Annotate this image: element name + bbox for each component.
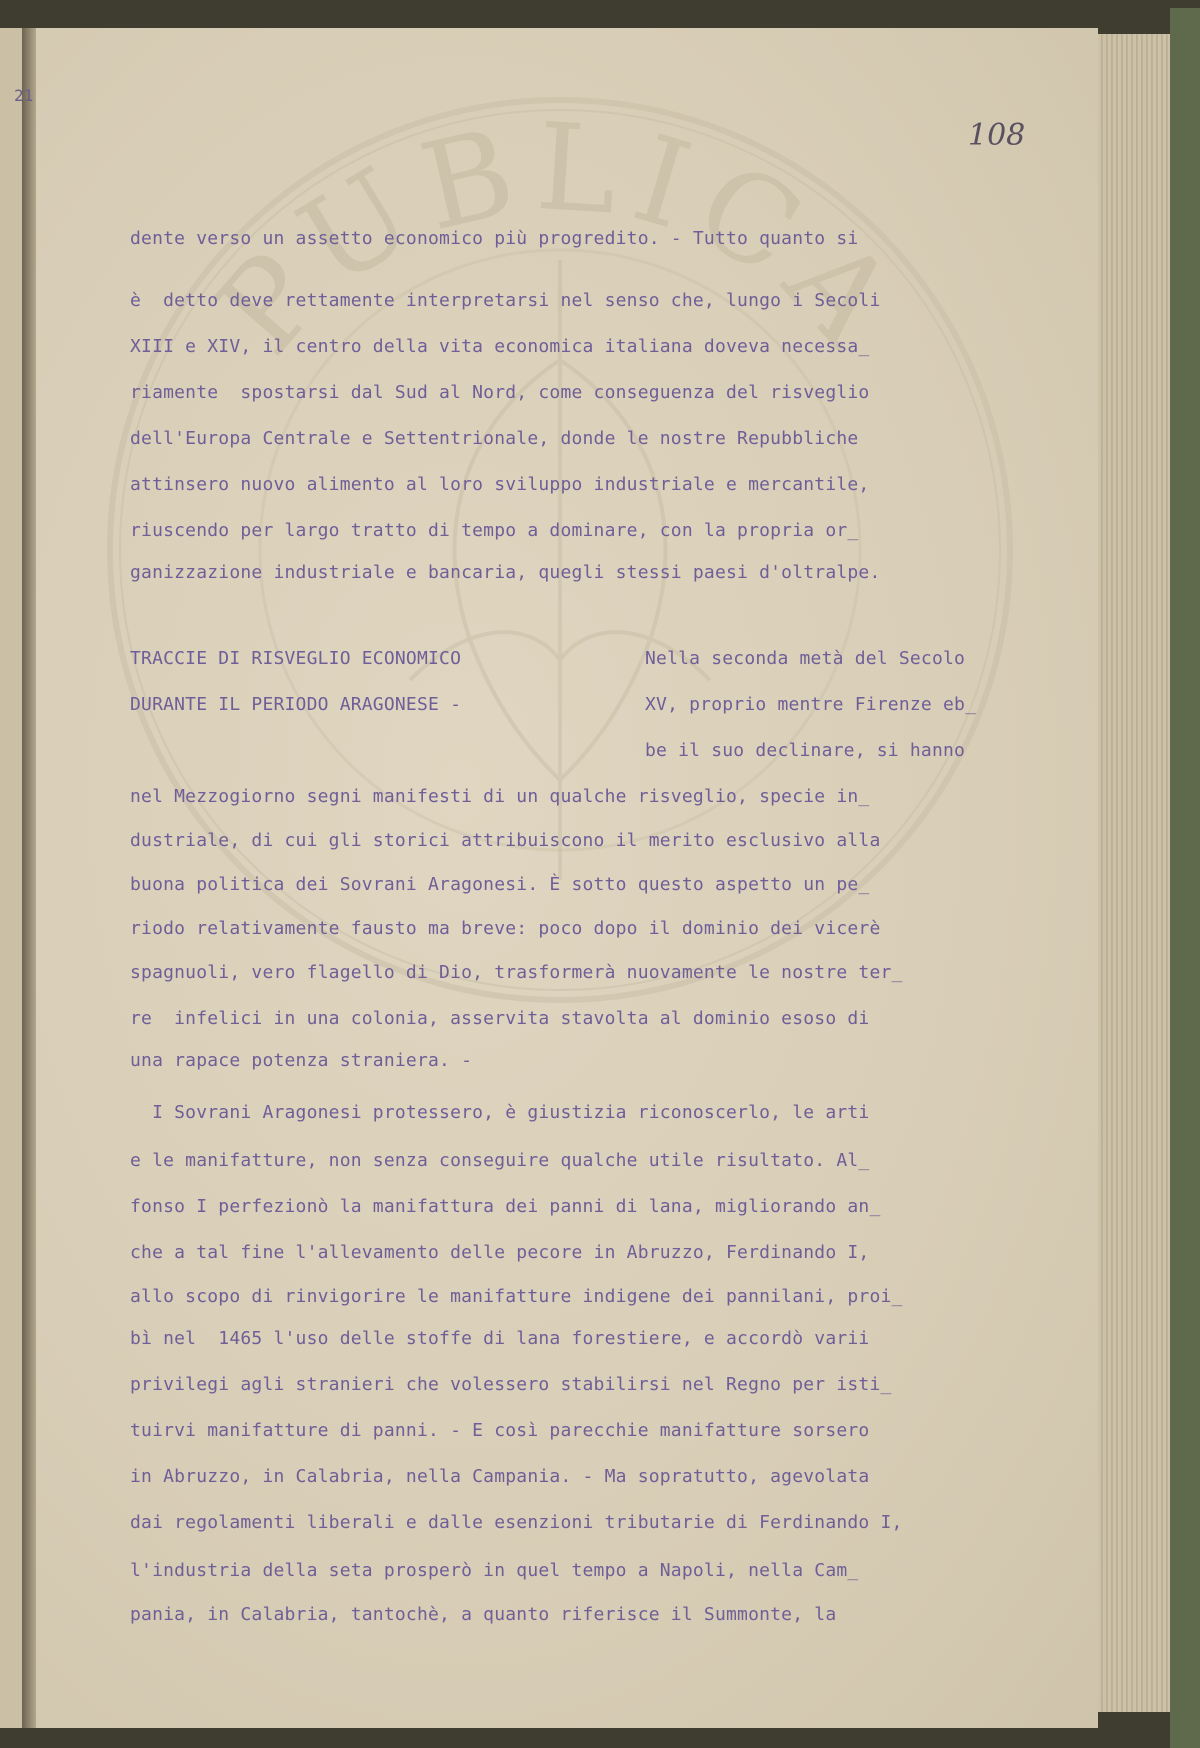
folio-number: 108 xyxy=(968,118,1026,153)
text-line: allo scopo di rinvigorire le manifatture indigene dei pannilani, proi_ xyxy=(130,1286,903,1307)
text-line: fonso I perfezionò la manifattura dei panni di lana, migliorando an_ xyxy=(130,1196,881,1217)
text-line: riamente spostarsi dal Sud al Nord, come conseguenza del risveglio xyxy=(130,382,870,403)
text-line: dell'Europa Centrale e Settentrionale, donde le nostre Repubbliche xyxy=(130,428,859,449)
text-line: XIII e XIV, il centro della vita economica italiana doveva necessa_ xyxy=(130,336,870,357)
text-line: una rapace potenza straniera. - xyxy=(130,1050,473,1071)
text-line: I Sovrani Aragonesi protessero, è giustizia riconoscerlo, le arti xyxy=(130,1102,870,1123)
left-page-number: 21 xyxy=(14,86,34,105)
text-line: privilegi agli stranieri che volessero stabilirsi nel Regno per isti_ xyxy=(130,1374,892,1395)
text-line: pania, in Calabria, tantochè, a quanto riferisce il Summonte, la xyxy=(130,1604,837,1625)
text-line: dente verso un assetto economico più progredito. - Tutto quanto si xyxy=(130,228,859,249)
text-line: nel Mezzogiorno segni manifesti di un qualche risveglio, specie in_ xyxy=(130,786,870,807)
section-heading-line: TRACCIE DI RISVEGLIO ECONOMICO xyxy=(130,648,462,669)
text-line: ganizzazione industriale e bancaria, quegli stessi paesi d'oltralpe. xyxy=(130,562,881,583)
book-cover xyxy=(1170,8,1200,1748)
text-line: riodo relativamente fausto ma breve: poco dopo il dominio dei vicerè xyxy=(130,918,881,939)
seal-text: PUBLICA xyxy=(190,97,929,381)
text-line: dai regolamenti liberali e dalle esenzioni tributarie di Ferdinando I, xyxy=(130,1512,903,1533)
section-heading-line: DURANTE IL PERIODO ARAGONESE - xyxy=(130,694,462,715)
text-line: tuirvi manifatture di panni. - E così parecchie manifatture sorsero xyxy=(130,1420,870,1441)
page-stack-edges xyxy=(1098,34,1170,1712)
text-line: e le manifatture, non senza conseguire qualche utile risultato. Al_ xyxy=(130,1150,870,1171)
text-line: in Abruzzo, in Calabria, nella Campania. - Ma sopratutto, agevolata xyxy=(130,1466,870,1487)
section-intro-line: be il suo declinare, si hanno xyxy=(645,740,966,761)
section-intro-line: Nella seconda metà del Secolo xyxy=(645,648,966,669)
text-line: bì nel 1465 l'uso delle stoffe di lana forestiere, e accordò varii xyxy=(130,1328,870,1349)
text-line: l'industria della seta prosperò in quel tempo a Napoli, nella Cam_ xyxy=(130,1560,859,1581)
text-line: riuscendo per largo tratto di tempo a dominare, con la propria or_ xyxy=(130,520,859,541)
text-line: attinsero nuovo alimento al loro sviluppo industriale e mercantile, xyxy=(130,474,870,495)
section-intro-line: XV, proprio mentre Firenze eb_ xyxy=(645,694,977,715)
text-line: re infelici in una colonia, asservita stavolta al dominio esoso di xyxy=(130,1008,870,1029)
left-page-edge xyxy=(0,28,23,1728)
text-line: che a tal fine l'allevamento delle pecore in Abruzzo, Ferdinando I, xyxy=(130,1242,870,1263)
text-line: è detto deve rettamente interpretarsi nel senso che, lungo i Secoli xyxy=(130,290,881,311)
book-gutter xyxy=(22,28,36,1728)
text-line: spagnuoli, vero flagello di Dio, trasformerà nuovamente le nostre ter_ xyxy=(130,962,903,983)
text-line: buona politica dei Sovrani Aragonesi. È sotto questo aspetto un pe_ xyxy=(130,874,870,895)
text-line: dustriale, di cui gli storici attribuiscono il merito esclusivo alla xyxy=(130,830,881,851)
